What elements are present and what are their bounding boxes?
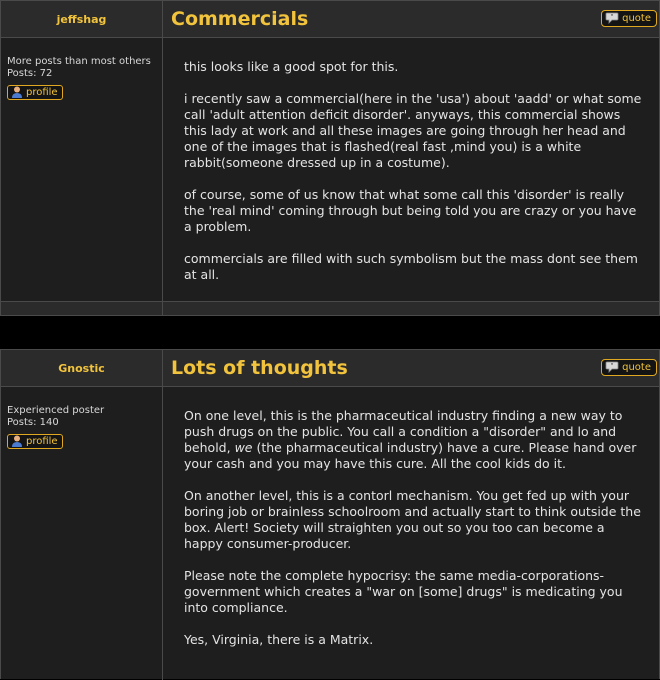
post-2 (0, 349, 660, 679)
quote-bubble-icon (605, 12, 619, 24)
user-icon (10, 434, 24, 448)
post-paragraph: i recently saw a commercial(here in the 'usa') about 'aadd' or what some call 'adult attention deficit disorder'. anyways, this commercial shows this lady at work and all these images are going through her head and one of the images that is flashed(real fast ,mind you) is a white rabbit(someone dressed up in a costume). (184, 91, 642, 170)
post-1 (0, 0, 660, 316)
svg-text:": " (610, 13, 614, 21)
post-paragraph: Please note the complete hypocrisy: the same media-corporations-government which creates a "war on [some] drugs" is medicating you into compliance. (184, 568, 623, 615)
post-title: Commercials (171, 8, 309, 30)
author-info (1, 38, 163, 100)
author-post-count: Posts: 140 (7, 417, 59, 428)
post-paragraph: this looks like a good spot for this. (184, 59, 399, 74)
author-rank: Experienced poster (7, 405, 105, 416)
quote-button[interactable] (601, 10, 657, 27)
profile-label: profile (26, 436, 58, 447)
profile-button[interactable] (7, 434, 63, 449)
quote-button[interactable] (601, 359, 657, 376)
author-cell (1, 350, 163, 386)
post-title: Lots of thoughts (171, 357, 348, 379)
post-footer (1, 301, 659, 315)
author-post-count: Posts: 72 (7, 68, 53, 79)
author-cell (1, 1, 163, 37)
author-name[interactable]: Gnostic (58, 361, 105, 375)
post-paragraph: Yes, Virginia, there is a Matrix. (184, 632, 374, 647)
post-paragraph: of course, some of us know that what some call this 'disorder' is really the 'real mind' coming through but being told you are crazy or you have a problem. (184, 187, 637, 234)
post-paragraph: On another level, this is a contorl mechanism. You get fed up with your boring job or brainless schoolroom and actually start to think outside the box. Alert! Society will straighten you out so you too can become a happy consumer-producer. (184, 488, 641, 551)
author-rank: More posts than most others (7, 56, 151, 67)
post-body (184, 59, 644, 299)
author-info (1, 387, 163, 449)
post-paragraph (184, 408, 644, 472)
author-name[interactable]: jeffshag (56, 12, 107, 26)
emphasis-text: we (234, 440, 253, 455)
profile-button[interactable] (7, 85, 63, 100)
post-body (184, 408, 644, 664)
paragraph-text: On one level, this is the pharmaceutical industry finding a new way to push drugs on the public. You call a condition a "disorder" and lo and behold, (184, 408, 623, 455)
quote-label: quote (622, 362, 651, 373)
quote-bubble-icon (605, 361, 619, 373)
profile-label: profile (26, 87, 58, 98)
post-paragraph: commercials are filled with such symbolism but the mass dont see them at all. (184, 251, 638, 282)
svg-text:": " (610, 362, 614, 370)
post-header (1, 350, 659, 387)
user-icon (10, 85, 24, 99)
paragraph-text: (the pharmaceutical industry) have a cure. Please hand over your cash and you may have this cure. All the cool kids do it. (184, 440, 637, 471)
quote-label: quote (622, 13, 651, 24)
post-header (1, 1, 659, 38)
